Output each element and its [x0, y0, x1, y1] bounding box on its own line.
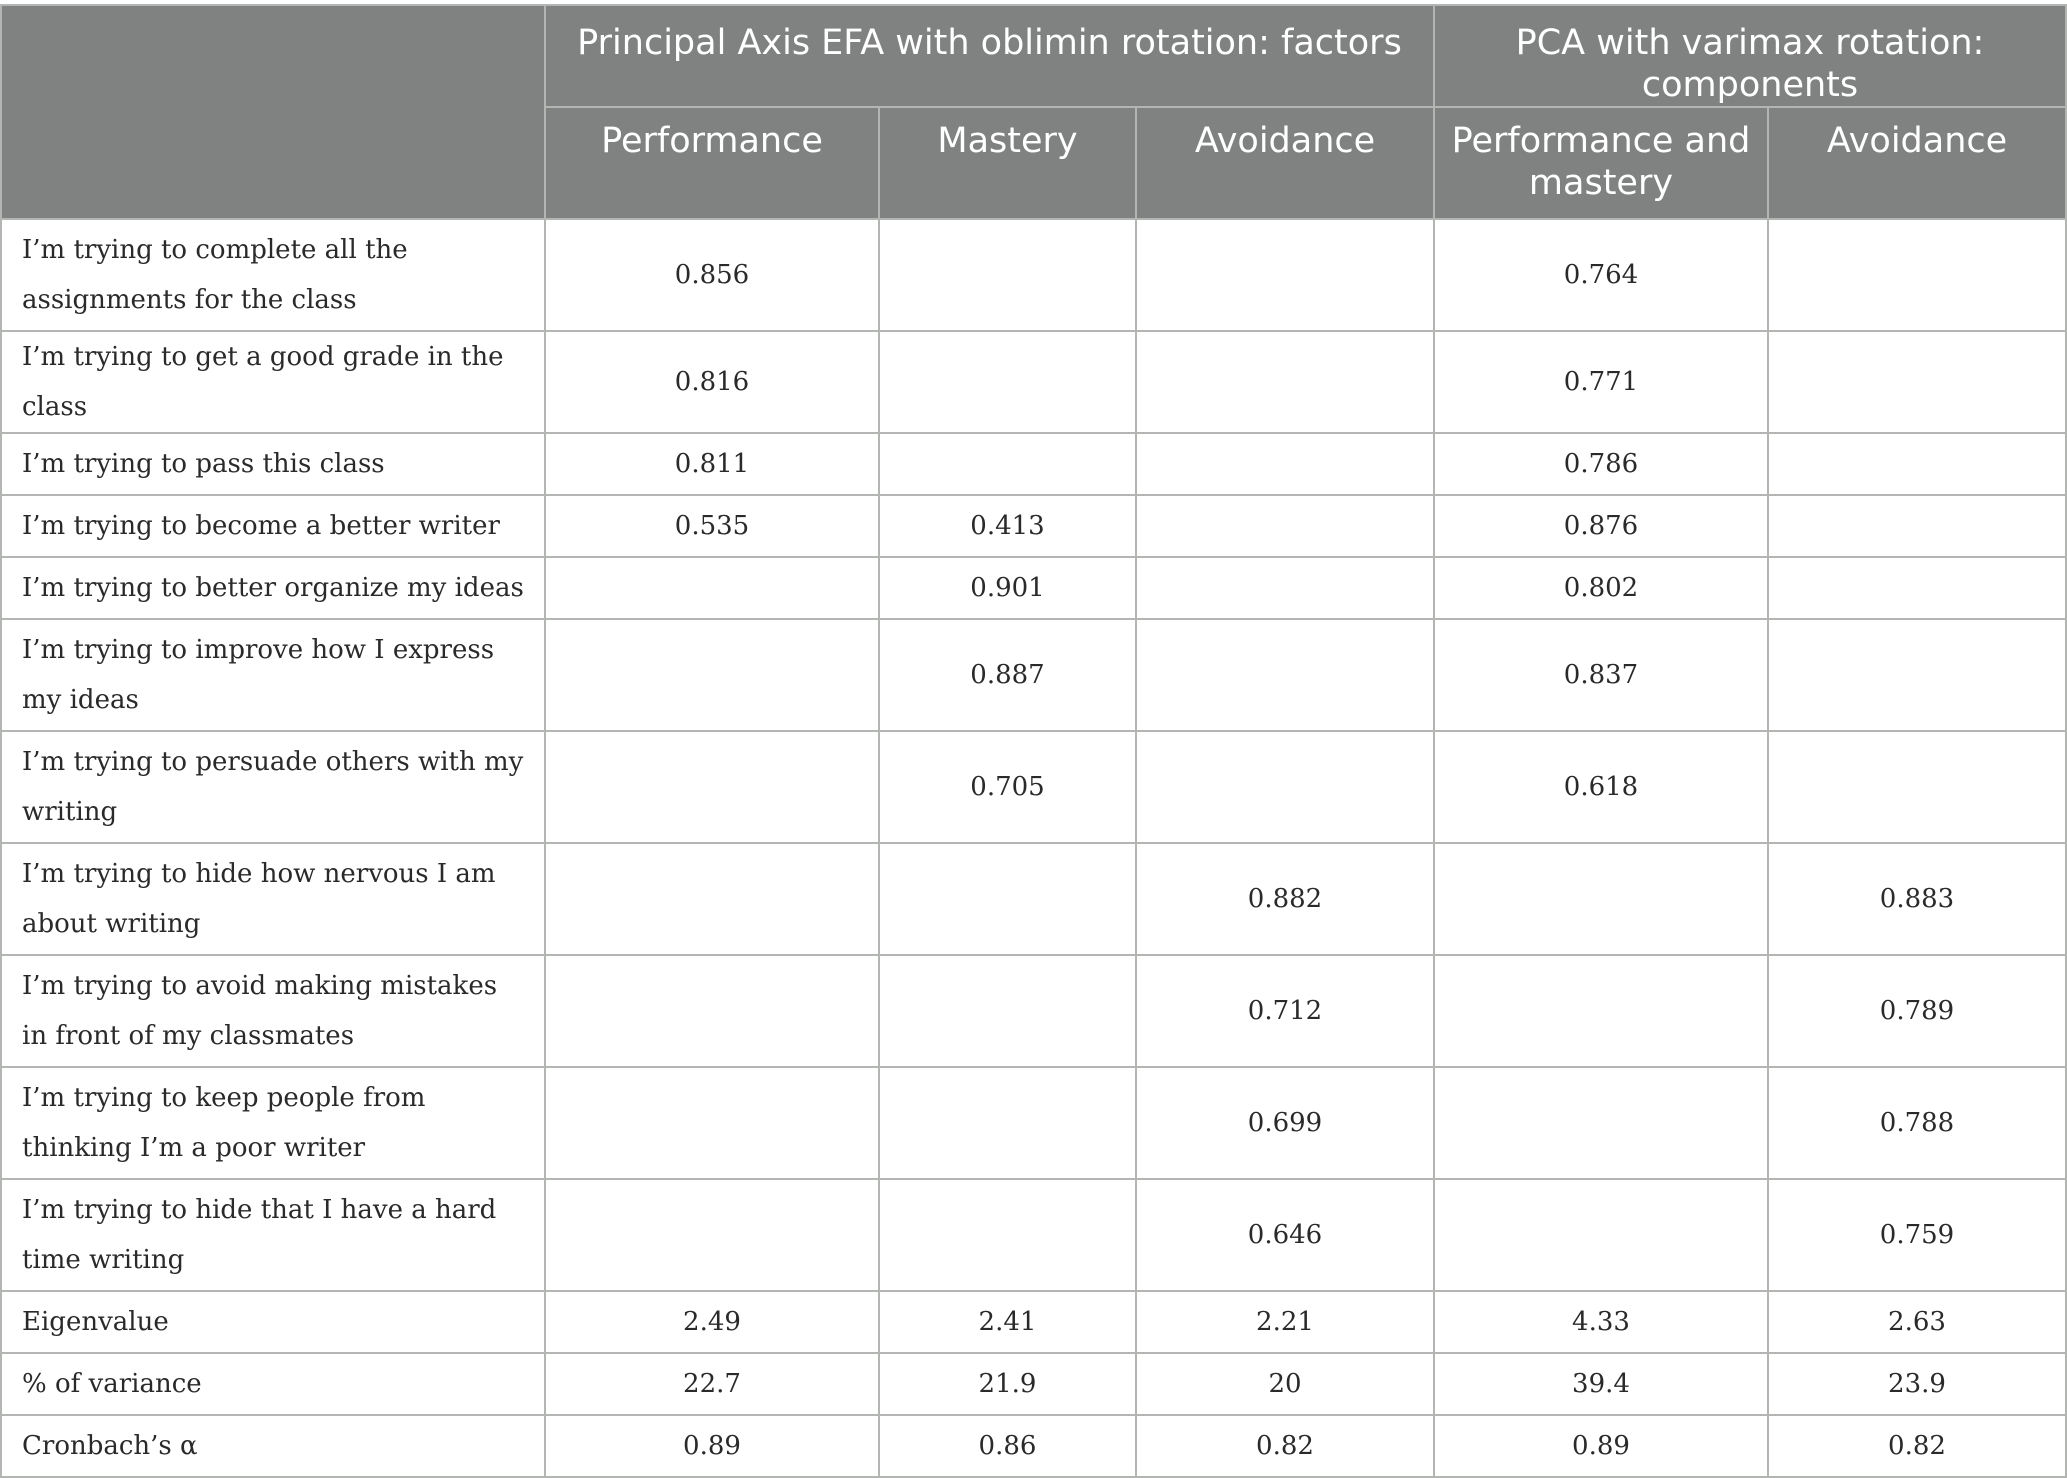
header-col-performance-mastery: Performance and mastery	[1434, 107, 1768, 219]
cell-value	[879, 219, 1136, 331]
header-col-avoidance-efa: Avoidance	[1136, 107, 1434, 219]
table-row	[1, 433, 2066, 495]
table-row	[1, 1415, 2066, 1477]
cell-value: 0.789	[1768, 955, 2066, 1067]
cell-value	[879, 843, 1136, 955]
cell-value: 0.764	[1434, 219, 1768, 331]
table-row	[1, 331, 2066, 433]
cell-value: 21.9	[879, 1353, 1136, 1415]
header-group-row	[1, 5, 2066, 107]
cell-value	[1136, 557, 1434, 619]
cell-value: 0.811	[545, 433, 879, 495]
cell-value	[1136, 731, 1434, 843]
cell-value	[545, 843, 879, 955]
row-label: I’m trying to hide that I have a hard time writing	[1, 1179, 545, 1291]
header-col-avoidance-pca: Avoidance	[1768, 107, 2066, 219]
cell-value	[545, 619, 879, 731]
cell-value: 0.786	[1434, 433, 1768, 495]
cell-value: 0.887	[879, 619, 1136, 731]
cell-value: 0.882	[1136, 843, 1434, 955]
row-label: I’m trying to pass this class	[1, 433, 545, 495]
cell-value: 0.816	[545, 331, 879, 433]
row-label: Eigenvalue	[1, 1291, 545, 1353]
cell-value: 0.82	[1768, 1415, 2066, 1477]
header-col-performance: Performance	[545, 107, 879, 219]
cell-value	[1136, 433, 1434, 495]
header-group-efa: Principal Axis EFA with oblimin rotation: factors	[545, 5, 1434, 107]
row-label: I’m trying to improve how I express my ideas	[1, 619, 545, 731]
cell-value: 39.4	[1434, 1353, 1768, 1415]
cell-value: 0.883	[1768, 843, 2066, 955]
table-row	[1, 557, 2066, 619]
cell-value: 0.705	[879, 731, 1136, 843]
cell-value	[1434, 843, 1768, 955]
row-label: I’m trying to get a good grade in the class	[1, 331, 545, 433]
row-label: I’m trying to hide how nervous I am about writing	[1, 843, 545, 955]
cell-value	[1768, 557, 2066, 619]
cell-value: 20	[1136, 1353, 1434, 1415]
cell-value: 0.618	[1434, 731, 1768, 843]
cell-value	[1768, 331, 2066, 433]
cell-value: 0.86	[879, 1415, 1136, 1477]
cell-value: 0.876	[1434, 495, 1768, 557]
table-row	[1, 1353, 2066, 1415]
cell-value: 0.837	[1434, 619, 1768, 731]
cell-value	[1768, 219, 2066, 331]
cell-value	[1768, 495, 2066, 557]
row-label: I’m trying to complete all the assignments for the class	[1, 219, 545, 331]
cell-value: 0.802	[1434, 557, 1768, 619]
table-row	[1, 1067, 2066, 1179]
cell-value	[879, 1067, 1136, 1179]
row-label: I’m trying to persuade others with my writing	[1, 731, 545, 843]
header-col-mastery: Mastery	[879, 107, 1136, 219]
cell-value: 0.901	[879, 557, 1136, 619]
cell-value	[1434, 1067, 1768, 1179]
cell-value	[879, 955, 1136, 1067]
cell-value	[1136, 331, 1434, 433]
cell-value: 22.7	[545, 1353, 879, 1415]
row-label: Cronbach’s α	[1, 1415, 545, 1477]
row-label: I’m trying to better organize my ideas	[1, 557, 545, 619]
row-label: I’m trying to become a better writer	[1, 495, 545, 557]
table-row	[1, 843, 2066, 955]
table-row	[1, 955, 2066, 1067]
cell-value	[879, 331, 1136, 433]
table-row	[1, 1179, 2066, 1291]
cell-value: 2.21	[1136, 1291, 1434, 1353]
cell-value: 0.788	[1768, 1067, 2066, 1179]
table-row	[1, 219, 2066, 331]
cell-value	[879, 1179, 1136, 1291]
factor-loadings-table	[0, 4, 2067, 1478]
cell-value: 2.41	[879, 1291, 1136, 1353]
row-label: I’m trying to avoid making mistakes in front of my classmates	[1, 955, 545, 1067]
cell-value	[1136, 495, 1434, 557]
cell-value	[1768, 433, 2066, 495]
cell-value: 23.9	[1768, 1353, 2066, 1415]
cell-value	[1136, 219, 1434, 331]
cell-value: 0.771	[1434, 331, 1768, 433]
table-row	[1, 1291, 2066, 1353]
row-label: % of variance	[1, 1353, 545, 1415]
table-body	[1, 219, 2066, 1477]
cell-value: 4.33	[1434, 1291, 1768, 1353]
cell-value: 0.82	[1136, 1415, 1434, 1477]
cell-value: 0.699	[1136, 1067, 1434, 1179]
cell-value: 0.712	[1136, 955, 1434, 1067]
cell-value	[545, 1179, 879, 1291]
cell-value: 0.856	[545, 219, 879, 331]
table-header	[1, 5, 2066, 219]
table-row	[1, 731, 2066, 843]
row-label: I’m trying to keep people from thinking I’m a poor writer	[1, 1067, 545, 1179]
table-row	[1, 619, 2066, 731]
cell-value: 2.63	[1768, 1291, 2066, 1353]
cell-value: 0.646	[1136, 1179, 1434, 1291]
cell-value	[879, 433, 1136, 495]
cell-value	[545, 731, 879, 843]
cell-value: 0.759	[1768, 1179, 2066, 1291]
cell-value: 0.413	[879, 495, 1136, 557]
cell-value: 0.535	[545, 495, 879, 557]
cell-value	[1136, 619, 1434, 731]
cell-value: 0.89	[545, 1415, 879, 1477]
cell-value	[545, 557, 879, 619]
cell-value: 2.49	[545, 1291, 879, 1353]
header-corner-cell	[1, 5, 545, 219]
header-group-pca: PCA with varimax rotation: components	[1434, 5, 2066, 107]
cell-value: 0.89	[1434, 1415, 1768, 1477]
cell-value	[1768, 619, 2066, 731]
cell-value	[1434, 955, 1768, 1067]
cell-value	[1434, 1179, 1768, 1291]
table-row	[1, 495, 2066, 557]
cell-value	[545, 955, 879, 1067]
cell-value	[1768, 731, 2066, 843]
cell-value	[545, 1067, 879, 1179]
